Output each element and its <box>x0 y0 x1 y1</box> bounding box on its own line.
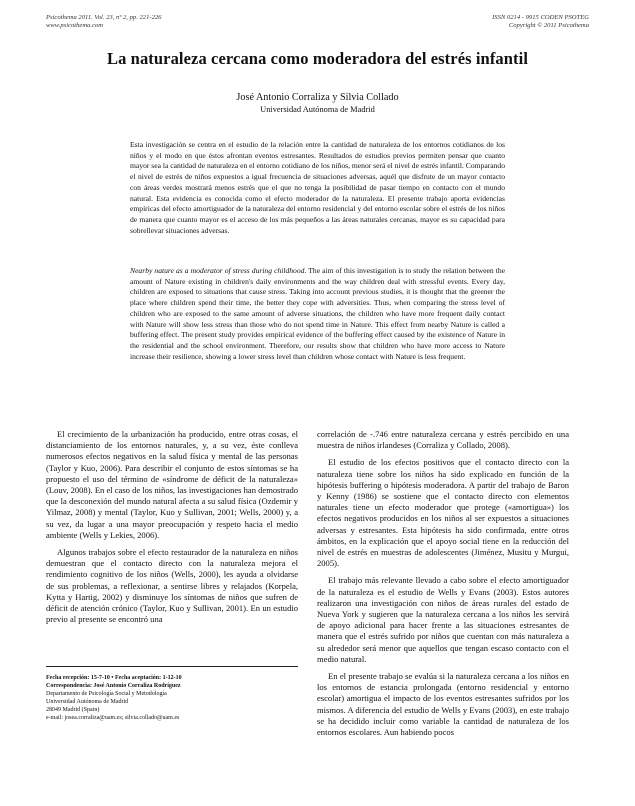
issn-line: ISSN 0214 - 9915 CODEN PSOTEG <box>492 14 589 21</box>
abstract-english-text: The aim of this investigation is to study the relation between the amount of Nature existing in children's daily environments and the way children deal with stressful events. Every day, children are exposed to situations that cause stress. Taking into account previous studies, it is thought that the greener the place where children spend their time, the better they cope with adversities. Thus, when comparing the stress level of children who are exposed to the same amount of adverse situations, the children who have more frequent daily contact with Nature will show less stress than those who do not spend time in Nature. This effect from nearby Nature is called a buffering effect. The present study provides empirical evidence of the buffering effect caused by the existence of Nature in the residential and the school environment. Therefore, our results show that children who have more access to Nature increase their resilience, showing a lower stress level than children whose contact with Nature is less frequent. <box>130 266 505 361</box>
footnote-city: 28049 Madrid (Spain) <box>46 707 100 714</box>
footnote-university: Universidad Autónoma de Madrid <box>46 699 129 706</box>
footnote-correspondence: Correspondencia: José Antonio Corraliza Rodríguez <box>46 683 181 690</box>
body-paragraph: El estudio de los efectos positivos que el contacto directo con la naturaleza tiene sobre los niños ha sido explicado en función de la hipótesis buffering o hipótesis moderadora. A partir del trabajo de Baron y Kenny (1986) se sostiene que el contacto directo con elementos naturales tiene un efecto moderador que protege («amortigua») los efectos negativos producidos en los niños al ser expuestos a situaciones adversas y estresantes. Esta hipótesis ha sido confirmada, entre otros ámbitos, en la explicación que el apoyo social tiene en la reducción del nivel de estrés en muestras de adolescentes (Jiménez, Musitu y Murgui, 2005). <box>317 457 569 569</box>
article-authors: José Antonio Corraliza y Silvia Collado <box>236 92 399 103</box>
footnote-email: e-mail: josea.corraliza@uam.es; silvia.collado@uam.es <box>46 715 180 722</box>
abstract-english-title: Nearby nature as a moderator of stress during childhood. <box>130 266 307 275</box>
footnote-divider <box>46 666 298 667</box>
abstract-spanish: Esta investigación se centra en el estudio de la relación entre la cantidad de naturaleza de los entornos cotidianos de los niños y el modo en que éstos afrontan eventos estresantes. Resultados de estudios previos permiten pensar que cuanto mayor sea la cantidad de naturaleza en el entorno cotidiano de los niños, menor será el nivel de estrés infantil. Comparando el nivel de estrés de niños expuestos a igual frecuencia de situaciones adversas, aquél que disfrute de un mayor contacto con áreas verdes mostrará menos estrés que el que no tenga la posibilidad de pasar tiempo en contacto con el mundo natural. Esta evidencia es conocida como el efecto moderador de la naturaleza. El presente trabajo aporta evidencias empíricas del efecto amortiguador de la naturaleza del entorno residencial y del entorno escolar sobre el estrés de los niños de manera que cuanto mayor es el acceso de los más pequeños a las áreas naturales cercanas, mayor es su capacidad para sobrellevar situaciones adversas. <box>130 140 505 235</box>
copyright-line: Copyright © 2011 Psicothema <box>508 22 589 29</box>
body-paragraph: El crecimiento de la urbanización ha producido, entre otras cosas, el distanciamiento de los entornos naturales, y, a su vez, éste conlleva numerosos efectos negativos en la salud física y mental de las personas (Taylor y Kuo, 2006). Para describir el conjunto de estos síntomas se ha propuesto el uso del término de «síndrome de déficit de la naturaleza» (Louv, 2008). En el caso de los niños, las investigaciones han demostrado que la desconexión del mundo natural afecta a su salud física (Ozdemir y Yilmaz, 2008) y mental (Taylor, Kuo y Sullivan, 2001; Wells, 2000) y, a su vez, da lugar a una mayor preocupación y respeto hacia el medio ambiente (Wells y Lekies, 2006). <box>46 429 298 540</box>
body-paragraph: En el presente trabajo se evalúa si la naturaleza cercana a los niños en los entornos de estancia prolongada (entorno residencial y entorno escolar) amortigua el impacto de los eventos estresantes sufridos por los mismos. A diferencia del estudio de Wells y Evans (2003), en este trabajo se ha decidido incluir como variable la cantidad de naturaleza de los entornos escolares. Aun habiendo pocos <box>317 671 569 738</box>
running-header-left <box>46 14 161 30</box>
journal-citation: Psicothema 2011. Vol. 23, nº 2, pp. 221-226 <box>46 14 162 21</box>
running-header-right <box>492 14 589 30</box>
body-column-left <box>46 429 298 625</box>
body-paragraph: correlación de -.746 entre naturaleza cercana y estrés percibido en una muestra de niños irlandeses (Corraliza y Collado, 2008). <box>317 429 569 451</box>
footnote-dates: Fecha recepción: 15-7-10 • Fecha aceptación: 1-12-10 <box>46 675 182 681</box>
footnote <box>46 674 306 723</box>
body-column-right <box>317 429 569 738</box>
article-title: La naturaleza cercana como moderadora del estrés infantil <box>106 49 529 68</box>
footnote-department: Departamento de Psicología Social y Metodología <box>46 691 167 698</box>
author-affiliation: Universidad Autónoma de Madrid <box>260 105 375 114</box>
abstract-english <box>130 266 505 362</box>
body-paragraph: El trabajo más relevante llevado a cabo sobre el efecto amortiguador de la naturaleza es el estudio de Wells y Evans (2003). Estos autores realizaron una investigación con niños de áreas rurales del estado de Nueva York y sugieren que la naturaleza cercana a los niños les servirá de apoyo adicional para hacer frente a las situaciones estresantes de manera que el estrés sufrido por niños que cuentan con más naturaleza a su alrededor será menor que aquellos que tengan escaso contacto con el medio natural. <box>317 575 569 664</box>
body-paragraph: Algunos trabajos sobre el efecto restaurador de la naturaleza en niños demuestran que el contacto directo con la naturaleza mejora el rendimiento cognitivo de los niños (Wells, 2000), les ayuda a olvidarse de sus problemas, a reflexionar, a sentirse libres y relajados (Korpela, Kytta y Hartig, 2002) y disminuye los síntomas de niños que sufren de déficit de atención crónico (Taylor, Kuo y Sullivan, 2001). En un estudio previo al presente se encontró una <box>46 547 298 625</box>
journal-website: www.psicothema.com <box>46 22 104 29</box>
